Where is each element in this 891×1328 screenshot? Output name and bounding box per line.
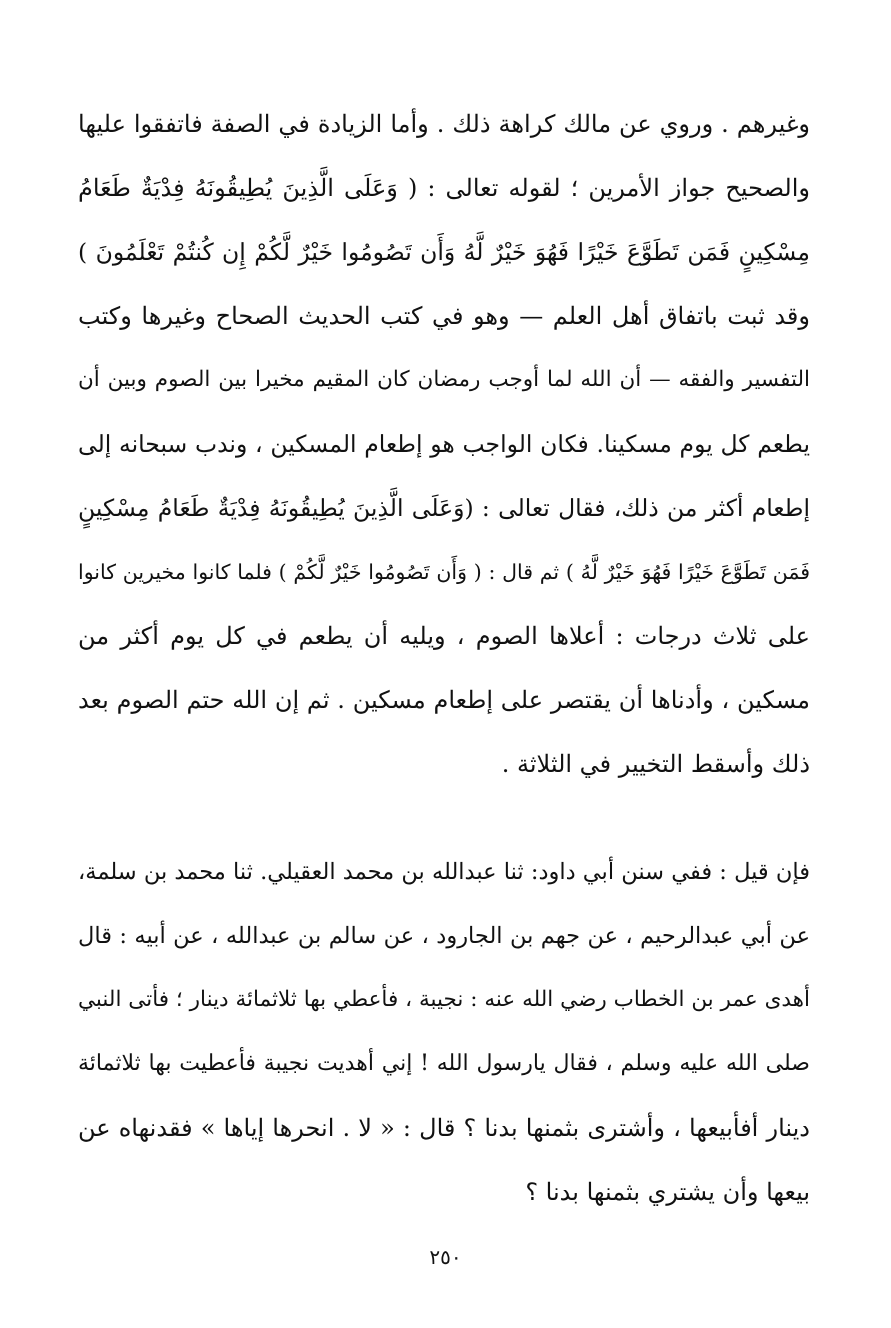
- text-line: عن أبي عبدالرحيم ، عن جهم بن الجارود ، عن سالم بن عبدالله ، عن أبيه : قال: [78, 923, 810, 949]
- text-line: والصحيح جواز الأمرين ؛ لقوله تعالى : ( وَعَلَى الَّذِينَ يُطِيقُونَهُ فِدْيَةٌ طَعَامُ: [78, 174, 810, 202]
- paragraph-fasting-ransom: [78, 92, 810, 796]
- text-line: ذلك وأسقط التخيير في الثلاثة .: [501, 750, 810, 778]
- text-line: فإن قيل : ففي سنن أبي داود: ثنا عبدالله بن محمد العقيلي. ثنا محمد بن سلمة،: [78, 859, 810, 885]
- page-number: ٢٥٠: [429, 1245, 462, 1269]
- text-line: التفسير والفقه — أن الله لما أوجب رمضان كان المقيم مخيرا بين الصوم وبين أن: [78, 367, 810, 392]
- text-line: بيعها وأن يشتري بثمنها بدنا ؟: [525, 1178, 810, 1206]
- text-line: وقد ثبت باتفاق أهل العلم — وهو في كتب الحديث الصحاح وغيرها وكتب: [78, 302, 810, 330]
- text-line: صلى الله عليه وسلم ، فقال يارسول الله ! إني أهديت نجيبة فأعطيت بها ثلاثمائة: [78, 1051, 810, 1076]
- text-line: وغيرهم . وروي عن مالك كراهة ذلك . وأما الزيادة في الصفة فاتفقوا عليها: [78, 110, 810, 138]
- text-line: يطعم كل يوم مسكينا. فكان الواجب هو إطعام المسكين ، وندب سبحانه إلى: [78, 430, 810, 458]
- text-line: مِسْكِينٍ فَمَن تَطَوَّعَ خَيْرًا فَهُوَ خَيْرٌ لَّهُ وَأَن تَصُومُوا خَيْرٌ لَّكُمْ إِن كُنتُمْ تَعْلَمُونَ ): [78, 238, 810, 266]
- text-line: مسكين ، وأدناها أن يقتصر على إطعام مسكين . ثم إن الله حتم الصوم بعد: [78, 686, 810, 714]
- paragraph-hadith-najiba: [78, 840, 810, 1224]
- text-line: فَمَن تَطَوَّعَ خَيْرًا فَهُوَ خَيْرٌ لَّهُ ) ثم قال : ( وَأَن تَصُومُوا خَيْرٌ لَّكُمْ ) فلما كانوا مخيرين كانوا: [78, 560, 810, 584]
- text-line: دينار أفأبيعها ، وأشترى بثمنها بدنا ؟ قال : « لا . انحرها إياها » فقدنهاه عن: [78, 1114, 810, 1142]
- text-line: إطعام أكثر من ذلك، فقال تعالى : (وَعَلَى الَّذِينَ يُطِيقُونَهُ فِدْيَةٌ طَعَامُ مِسْكِينٍ: [78, 494, 810, 522]
- text-line: على ثلاث درجات : أعلاها الصوم ، ويليه أن يطعم في كل يوم أكثر من: [78, 622, 810, 650]
- text-line: أهدى عمر بن الخطاب رضي الله عنه : نجيبة ، فأعطي بها ثلاثمائة دينار ؛ فأتى النبي: [78, 987, 810, 1012]
